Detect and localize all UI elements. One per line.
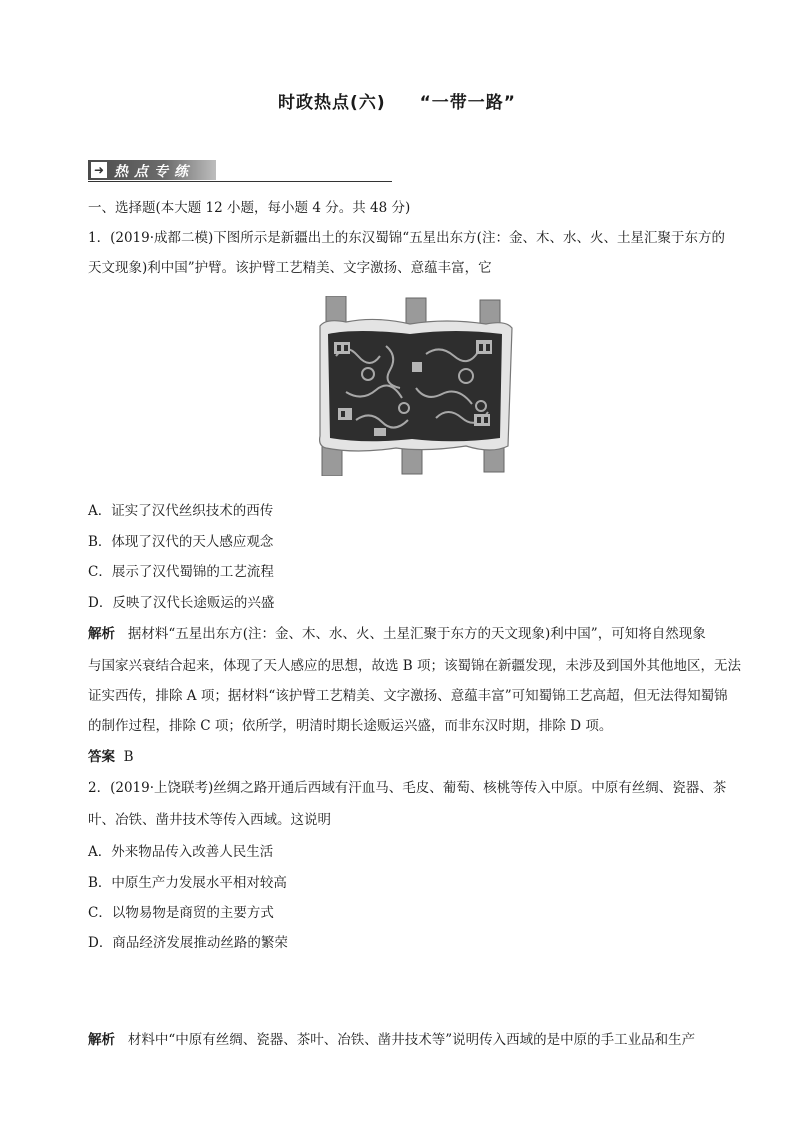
armguard-image xyxy=(316,296,514,476)
q1-stem-line1: 1．(2019·成都二模)下图所示是新疆出土的东汉蜀锦“五星出东方(注：金、木、水、火、土星汇聚于东方的 xyxy=(88,230,725,246)
q1-analysis-text1: 据材料“五星出东方(注：金、木、水、火、土星汇聚于东方的天文现象)利中国”，可知将自然现象 xyxy=(127,626,706,642)
q1-analysis-line2: 与国家兴衰结合起来，体现了天人感应的思想，故选 B 项；该蜀锦在新疆发现，未涉及到国外其他地区，无法 xyxy=(88,658,742,674)
q1-option-d: D．反映了汉代长途贩运的兴盛 xyxy=(88,595,275,611)
q1-answer xyxy=(88,747,738,767)
q2-stem-line1: 2．(2019·上饶联考)丝绸之路开通后西域有汗血马、毛皮、葡萄、核桃等传入中原。中原有丝绸、瓷器、茶 xyxy=(88,780,727,796)
q2-option-a: A．外来物品传入改善人民生活 xyxy=(88,844,274,860)
q2-option-b: B．中原生产力发展水平相对较高 xyxy=(88,875,287,891)
page-title xyxy=(0,88,794,113)
q2-analysis-label: 解析 xyxy=(88,1032,115,1048)
q1-analysis-line4: 的制作过程，排除 C 项；依所学，明清时期长途贩运兴盛，而非东汉时期，排除 D 项。 xyxy=(88,718,613,734)
q1-answer-label: 答案 xyxy=(88,749,115,765)
q1-option-c: C．展示了汉代蜀锦的工艺流程 xyxy=(88,564,274,580)
q2-option-d: D．商品经济发展推动丝路的繁荣 xyxy=(88,935,288,951)
q1-analysis-label: 解析 xyxy=(88,626,115,642)
q1-analysis-line3: 证实西传，排除 A 项；据材料“该护臂工艺精美、文字激扬、意蕴丰富”可知蜀锦工艺高超，但无法得知蜀锦 xyxy=(88,688,728,704)
section-instruction: 一、选择题(本大题 12 小题，每小题 4 分。共 48 分) xyxy=(88,200,411,216)
arrow-icon: ➜ xyxy=(91,162,107,178)
q2-analysis-line1 xyxy=(88,1030,738,1050)
q2-option-c: C．以物易物是商贸的主要方式 xyxy=(88,905,274,921)
q1-answer-value: B xyxy=(123,749,134,765)
q1-option-b: B．体现了汉代的天人感应观念 xyxy=(88,534,274,550)
section-header xyxy=(88,158,392,182)
q1-stem-line2: 天文现象)利中国”护臂。该护臂工艺精美、文字激扬、意蕴丰富，它 xyxy=(88,260,492,276)
q1-option-a: A．证实了汉代丝织技术的西传 xyxy=(88,503,274,519)
title-main: 时政热点(六) xyxy=(278,93,386,113)
title-topic: “一带一路” xyxy=(419,93,516,113)
q2-stem-line2: 叶、冶铁、凿井技术等传入西域。这说明 xyxy=(88,812,331,828)
q1-analysis-line1 xyxy=(88,624,738,644)
q2-analysis-text1: 材料中“中原有丝绸、瓷器、茶叶、冶铁、凿井技术等”说明传入西域的是中原的手工业品和生产 xyxy=(127,1032,696,1048)
section-tag-label: 热点专练 xyxy=(114,164,194,180)
section-rule xyxy=(88,181,392,182)
